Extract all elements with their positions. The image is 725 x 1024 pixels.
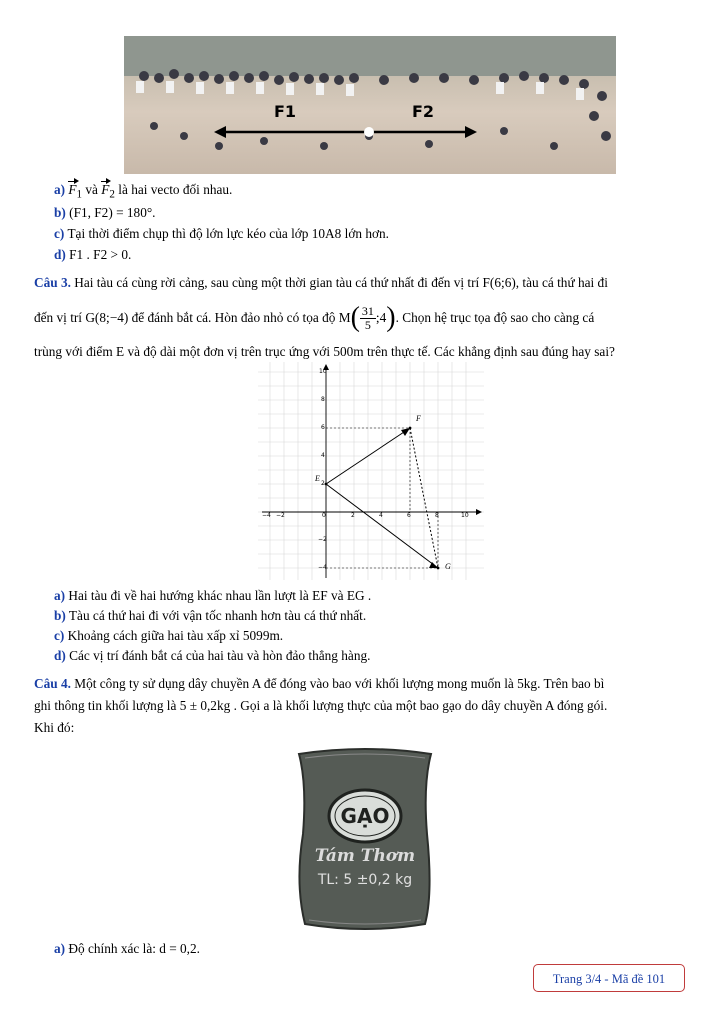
tug-of-war-photo [124, 36, 616, 174]
option-label: a) [54, 941, 66, 956]
vector-f1: F [68, 182, 77, 197]
question-text: . Chọn hệ trục tọa độ sao cho càng cá [395, 310, 595, 325]
q2-option-a [54, 182, 232, 201]
x-tick: 2 [351, 512, 355, 519]
option-text: (F1, F2) = 180°. [69, 205, 156, 220]
question-title: Câu 4. [34, 676, 71, 691]
option-label: d) [54, 648, 66, 663]
option-text: Tàu cá thứ hai đi với vận tốc nhanh hơn tàu cá thứ nhất. [68, 608, 367, 623]
x-tick: 4 [379, 512, 383, 519]
question-text: Khi đó: [34, 720, 75, 735]
x-tick: 0 [322, 512, 326, 519]
q2-option-c [54, 226, 389, 242]
point-e-label: E [315, 474, 320, 483]
question-text: Hai tàu cá cùng rời cảng, sau cùng một thời gian tàu cá thứ nhất đi đến vị trí F(6;6), tàu cá thứ hai đi [74, 275, 608, 290]
option-text-mid: và [82, 182, 102, 197]
option-text: Các vị trí đánh bắt cá của hai tàu và hòn đảo thẳng hàng. [69, 648, 371, 663]
q3-line1 [34, 272, 690, 294]
q3-option-b [54, 608, 366, 624]
point-f-label: F [416, 414, 421, 423]
y-tick: −4 [318, 564, 327, 571]
f1-label: F1 [274, 102, 297, 121]
q3-line3 [34, 341, 690, 363]
option-label: c) [54, 226, 65, 241]
q4-line2 [34, 695, 690, 717]
q4-line3 [34, 717, 690, 739]
point-g-label: G [445, 562, 451, 571]
vector-f2: F [101, 182, 110, 197]
option-text: Độ chính xác là: d = 0,2. [68, 941, 200, 956]
subscript: 2 [109, 188, 115, 201]
x-tick: −4 [262, 512, 271, 519]
q3-line2 [34, 300, 690, 336]
bag-weight: TL: 5 ±0,2 kg [317, 872, 413, 888]
question-text: ghi thông tin khối lượng là 5 ± 0,2kg . Gọi a là khối lượng thực của một bao gạo do dây chuyền A đóng gói. [34, 698, 608, 713]
option-label: c) [54, 628, 65, 643]
page-footer: Trang 3/4 - Mã đề 101 [533, 964, 685, 992]
option-text: F1 . F2 > 0. [69, 247, 132, 262]
x-tick: 8 [435, 512, 439, 519]
x-tick: 6 [407, 512, 411, 519]
q2-option-b [54, 205, 155, 221]
option-label: b) [54, 205, 66, 220]
question-title: Câu 3. [34, 275, 71, 290]
graph-svg [258, 362, 484, 580]
y-tick: 6 [321, 424, 325, 431]
bag-brand: GẠO [340, 804, 390, 828]
paren-close: ) [386, 302, 396, 333]
fraction [360, 305, 376, 332]
y-tick: 10 [319, 368, 327, 375]
fraction-denominator: 5 [364, 317, 371, 332]
q2-option-d [54, 247, 131, 263]
bag-name: Tám Thơm [314, 846, 416, 866]
coordinate-graph [258, 362, 484, 580]
y-tick: 8 [321, 396, 325, 403]
question-text: Một công ty sử dụng dây chuyền A để đóng vào bao với khối lượng mong muốn là 5kg. Trên bao bì [74, 676, 605, 691]
rice-bag-illustration [291, 744, 439, 932]
paren-open: ( [350, 302, 360, 333]
option-label: a) [54, 182, 66, 197]
option-label: a) [54, 588, 66, 603]
subscript: 1 [76, 188, 83, 201]
q4-option-a [54, 941, 200, 957]
q3-option-a [54, 588, 371, 604]
question-text: trùng với điểm E và độ dài một đơn vị trên trục ứng với 500m trên thực tế. Các khẳng định sau đúng hay sai? [34, 344, 615, 359]
q3-option-c [54, 628, 283, 644]
coord-tail: ;4 [375, 310, 387, 325]
q3-option-d [54, 648, 370, 664]
fraction-numerator: 31 [361, 303, 374, 318]
question-text: đến vị trí G(8;−4) để đánh bắt cá. Hòn đảo nhỏ có tọa độ M [34, 310, 351, 325]
option-label: b) [54, 608, 66, 623]
x-tick: −2 [276, 512, 285, 519]
y-tick: −2 [318, 536, 327, 543]
y-tick: 4 [321, 452, 325, 459]
f2-label: F2 [412, 102, 435, 121]
option-text: Khoảng cách giữa hai tàu xấp xỉ 5099m. [67, 628, 284, 643]
y-tick: 2 [321, 480, 325, 487]
option-text: Tại thời điểm chụp thì độ lớn lực kéo của lớp 10A8 lớn hơn. [67, 226, 389, 241]
option-text: là hai vecto đối nhau. [114, 182, 233, 197]
x-tick: 10 [461, 512, 469, 519]
option-label: d) [54, 247, 66, 262]
q4-line1 [34, 673, 690, 695]
option-text: Hai tàu đi về hai hướng khác nhau lần lượt là EF và EG . [68, 588, 372, 603]
